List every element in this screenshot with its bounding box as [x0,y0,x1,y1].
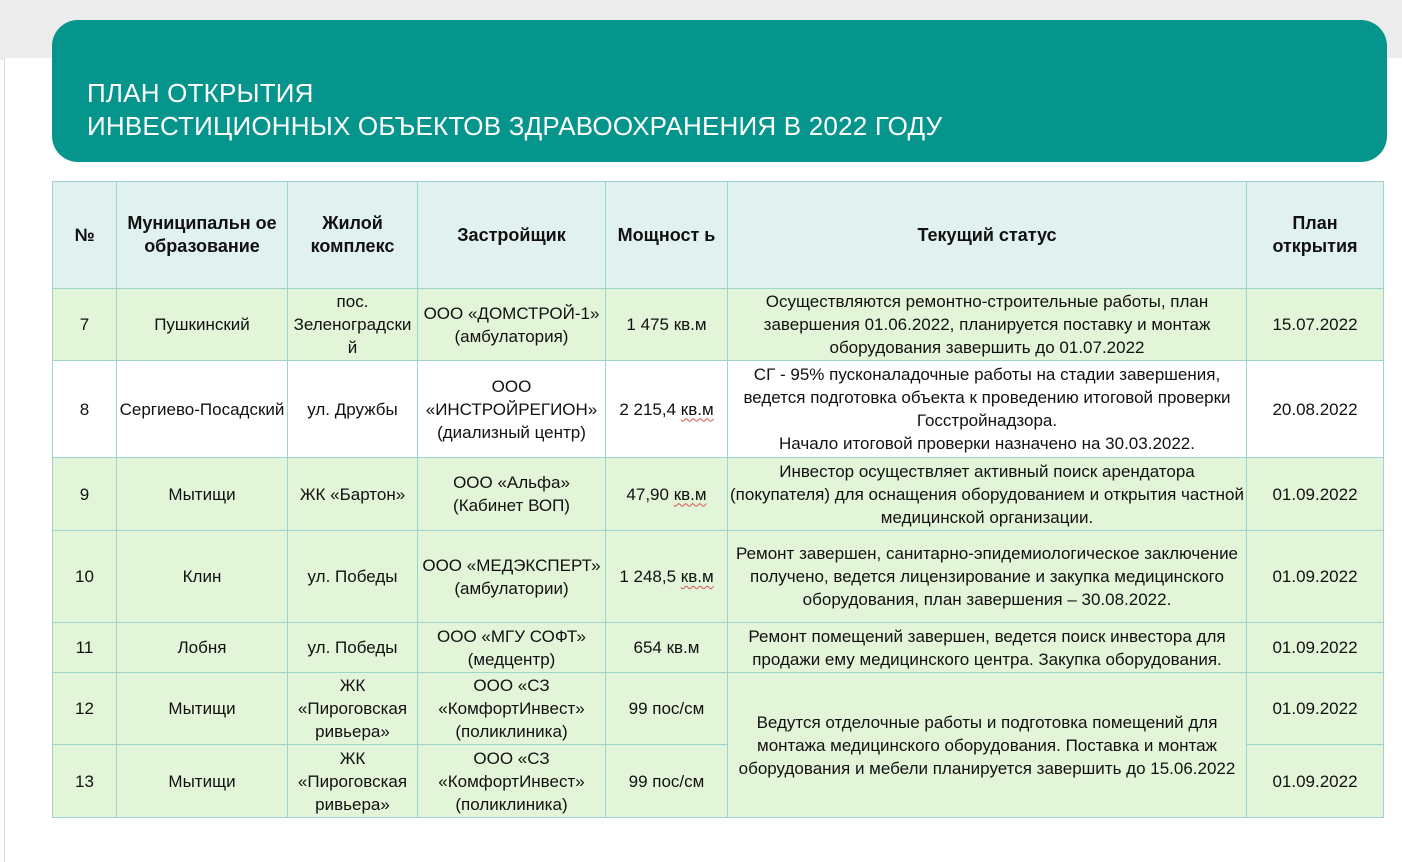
cell-developer: ООО «СЗ «КомфортИнвест» (поликлиника) [418,745,606,818]
capacity-value: 1 475 [626,315,669,334]
cell-status: Осуществляются ремонтно-строительные работы, план завершения 01.06.2022, планируется поставку и монтаж оборудования завершить до 01.07.2022 [728,289,1247,361]
cell-opening: 20.08.2022 [1247,361,1384,458]
status-line: Начало итоговой проверки назначено на 30.03.2022. [779,434,1195,453]
cell-municipality: Лобня [117,623,288,673]
capacity-unit: кв.м [673,484,707,504]
cell-num: 7 [53,289,117,361]
cell-complex: ул. Победы [288,531,418,623]
cell-capacity [606,458,728,531]
cell-developer: ООО «ИНСТРОЙРЕГИОН» (диализный центр) [418,361,606,458]
cell-capacity [606,361,728,458]
table-row [53,623,1384,673]
cell-opening: 01.09.2022 [1247,531,1384,623]
cell-status: Инвестор осуществляет активный поиск арендатора (покупателя) для оснащения оборудованием и открытия частной медицинской организации. [728,458,1247,531]
cell-developer: ООО «МГУ СОФТ» (медцентр) [418,623,606,673]
header-developer: Застройщик [418,182,606,289]
cell-developer: ООО «МЕДЭКСПЕРТ» (амбулатории) [418,531,606,623]
capacity-unit: кв.м [680,567,714,586]
cell-opening: 01.09.2022 [1247,673,1384,745]
cell-developer: ООО «Альфа» (Кабинет ВОП) [418,458,606,531]
capacity-unit: кв.м [680,399,714,419]
cell-capacity [606,531,728,623]
table-row [53,673,1384,745]
cell-municipality: Пушкинский [117,289,288,361]
title-line-2: ИНВЕСТИЦИОННЫХ ОБЪЕКТОВ ЗДРАВООХРАНЕНИЯ В 2022 ГОДУ [87,111,943,141]
title-banner [52,20,1387,162]
cell-num: 9 [53,458,117,531]
table-row [53,531,1384,623]
cell-num: 8 [53,361,117,458]
cell-capacity [606,289,728,361]
header-municipality: Муниципальн ое образование [117,182,288,289]
cell-opening: 01.09.2022 [1247,745,1384,818]
capacity-unit: кв.м [673,315,707,334]
cell-opening: 01.09.2022 [1247,458,1384,531]
cell-complex: пос. Зеленоградски й [288,289,418,361]
cell-municipality: Мытищи [117,673,288,745]
header-opening: План открытия [1247,182,1384,289]
cell-status: Ремонт помещений завершен, ведется поиск инвестора для продажи ему медицинского центра. Закупка оборудования. [728,623,1247,673]
cell-capacity: 99 пос/см [606,745,728,818]
capacity-value: 2 215,4 [619,399,677,419]
capacity-value: 47,90 [626,484,669,504]
table-row [53,361,1384,458]
cell-municipality: Мытищи [117,458,288,531]
cell-complex: ул. Победы [288,623,418,673]
header-status: Текущий статус [728,182,1247,289]
cell-status-merged: Ведутся отделочные работы и подготовка помещений для монтажа медицинского оборудования. Поставка и монтаж оборудования и мебели планируется завершить до 15.06.2022 [728,673,1247,818]
header-capacity: Мощност ь [606,182,728,289]
page-title [87,77,942,143]
cell-num: 12 [53,673,117,745]
cell-complex: ЖК «Бартон» [288,458,418,531]
title-line-1: ПЛАН ОТКРЫТИЯ [87,78,314,108]
status-line: СГ - 95% пусконаладочные работы на стадии завершения, ведется подготовка объекта к проведению итоговой проверки Госстройнадзора. [743,365,1231,430]
cell-num: 10 [53,531,117,623]
table-header-row [53,182,1384,289]
table-row [53,458,1384,531]
cell-complex: ЖК «Пироговская ривьера» [288,745,418,818]
cell-municipality: Клин [117,531,288,623]
cell-developer: ООО «ДОМСТРОЙ-1» (амбулатория) [418,289,606,361]
cell-opening: 01.09.2022 [1247,623,1384,673]
cell-status [728,361,1247,458]
cell-municipality: Сергиево-Посадский [117,361,288,458]
table-row [53,289,1384,361]
cell-opening: 15.07.2022 [1247,289,1384,361]
cell-status: Ремонт завершен, санитарно-эпидемиологическое заключение получено, ведется лицензирование и закупка медицинского оборудования, план завершения – 30.08.2022. [728,531,1247,623]
cell-complex: ЖК «Пироговская ривьера» [288,673,418,745]
cell-num: 13 [53,745,117,818]
cell-developer: ООО «СЗ «КомфортИнвест» (поликлиника) [418,673,606,745]
capacity-value: 1 248,5 [619,567,677,586]
cell-capacity: 654 кв.м [606,623,728,673]
investment-objects-table [52,181,1384,818]
header-complex: Жилой комплекс [288,182,418,289]
cell-num: 11 [53,623,117,673]
cell-complex: ул. Дружбы [288,361,418,458]
header-num: № [53,182,117,289]
cell-municipality: Мытищи [117,745,288,818]
cell-capacity: 99 пос/см [606,673,728,745]
